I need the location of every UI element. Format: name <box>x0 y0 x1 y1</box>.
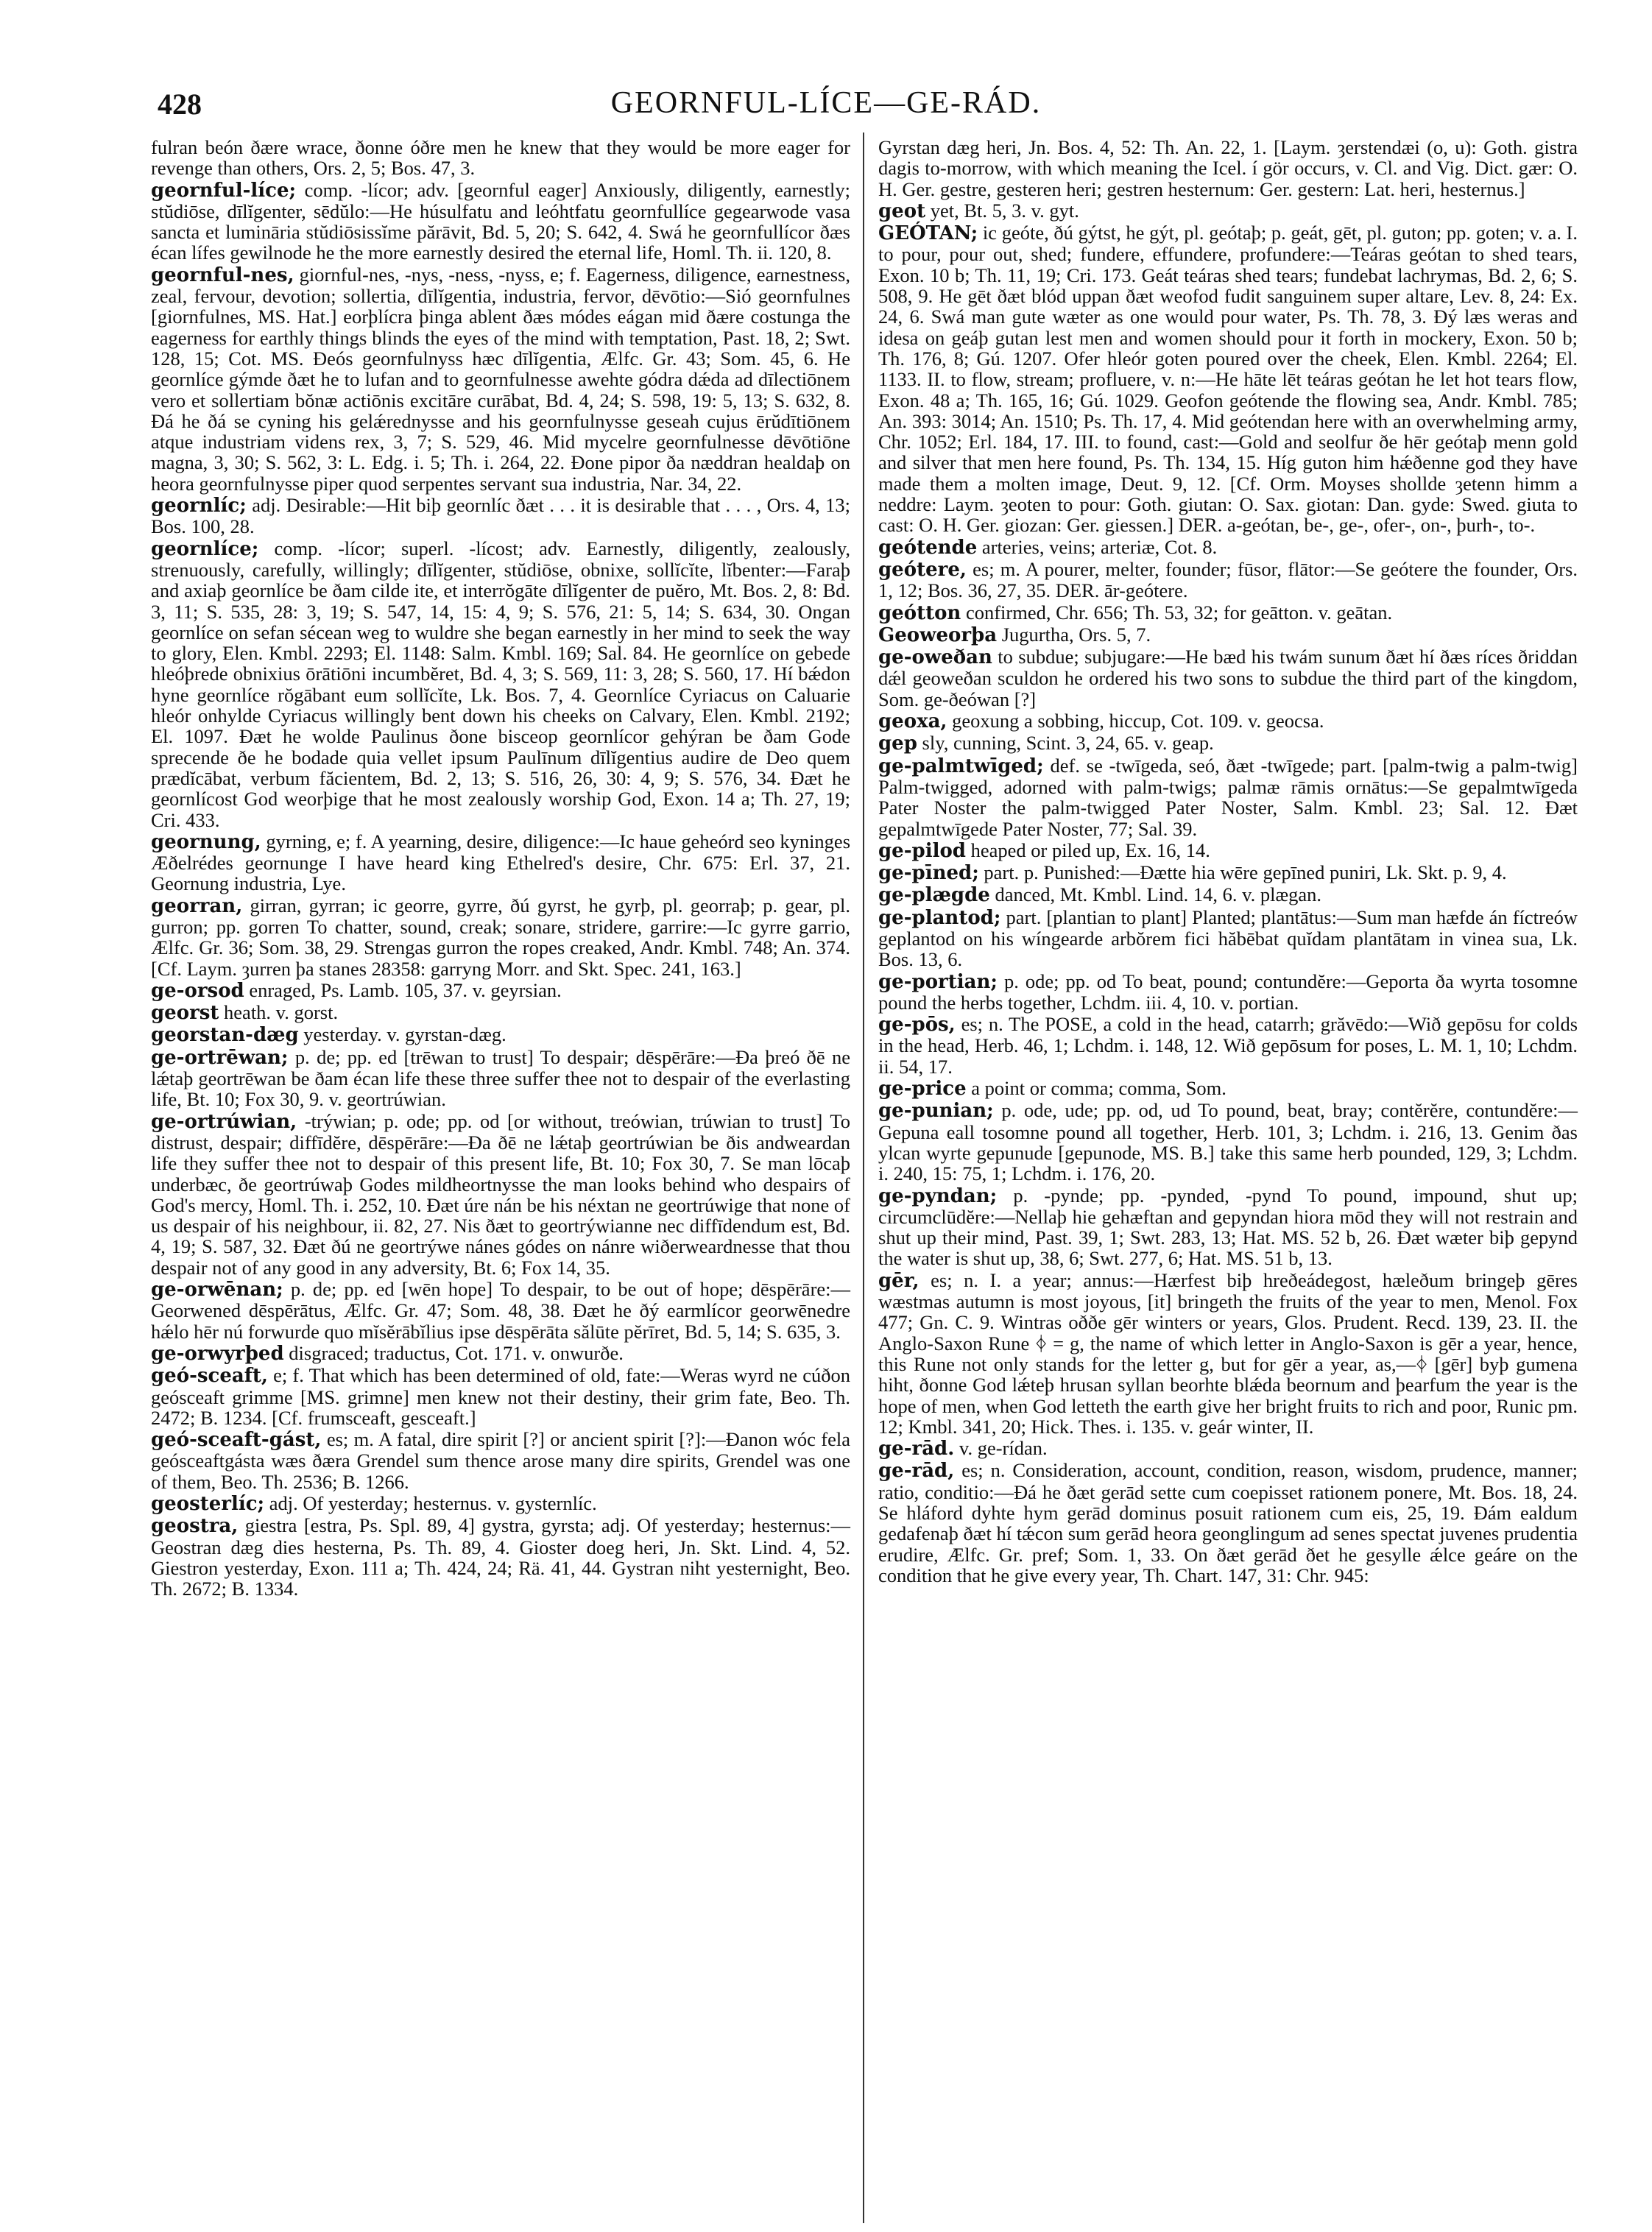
entry-headword: ge-pilod <box>878 839 966 862</box>
entry-headword: gēr, <box>878 1269 919 1292</box>
dictionary-entry <box>878 884 1578 905</box>
entry-definition: v. ge-rídan. <box>959 1437 1048 1460</box>
dictionary-entry <box>878 840 1578 861</box>
dictionary-entry <box>151 1365 850 1428</box>
entry-headword: ge-pīned; <box>878 862 979 885</box>
dictionary-entry <box>878 559 1578 601</box>
entry-headword: georran, <box>151 894 243 917</box>
entry-headword: geosterlíc; <box>151 1493 265 1515</box>
entry-headword: geornlíce; <box>151 537 259 560</box>
entry-definition: adj. Of yesterday; hesternus. v. gysternlíc. <box>269 1492 597 1514</box>
page-number: 428 <box>158 88 202 121</box>
entry-definition: def. se -twīgeda, seó, ðæt -twīgede; part. [palm-twig a palm-twig] Palm-twigged, adorned with palm-twigs; palmæ rāmis ornātus:—Se gepalmtwīgeda Pater Noster the palm-twigged Pater Noster, Salm. Kmbl. 23; Sal. 12. Ðæt gepalmtwīgede Pater Noster, 77; Sal. 39. <box>878 754 1578 840</box>
dictionary-entry <box>151 1024 850 1045</box>
entry-definition: p. de; pp. ed [wēn hope] To despair, to be out of hope; dēspērāre:—Georwened dēspērātus, Ælfc. Gr. 47; Som. 48, 38. Ðæt he ðý earmlícor georwēnedre hǽlo hēr nú forwurde quo mĭsĕrābĭlius ipse dēspērāta sălūte pĕrīret, Bd. 5, 14; S. 635, 3. <box>151 1278 851 1343</box>
entry-definition: heaped or piled up, Ex. 16, 14. <box>970 838 1210 861</box>
entry-headword: ge-orsod <box>151 979 244 1002</box>
entry-headword: geoxa, <box>878 710 947 733</box>
entry-definition: geoxung a sobbing, hiccup, Cot. 109. v. geocsa. <box>952 710 1324 732</box>
entry-headword: ge-punian; <box>878 1100 994 1123</box>
entry-definition: part. [plantian to plant] Planted; plantātus:—Sum man hæfde án fíctreów geplantod on his wíngearde arbŏrem fici hăbēbat quĭdam plantātam in vinea sua, Lk. Bos. 13, 6. <box>878 905 1578 971</box>
entry-headword: geornful-líce; <box>151 179 297 202</box>
entry-definition: comp. -lícor; superl. -lícost; adv. Earnestly, diligently, zealously, strenuously, carefully, willingly; dīlĭgenter, stŭdiōse, obnixe, sollĭcĭte, lĭbenter:—Faraþ and axiaþ geornlíce be ðam cilde ite, et interrŏgāte dīlĭgenter de puĕro, Mt. Bos. 2, 8: Bd. 3, 11; S. 535, 28: 3, 19; S. 547, 14, 15: 4, 9; S. 576, 21: 5, 14; S. 634, 30. Ongan geornlíce on sefan sécean weg to wuldre she began earnestly in her mind to seek the way to glory, Elen. Kmbl. 2293; El. 1148: Salm. Kmbl. 169; Sal. 84. He geornlíce on gebede hleóþrede obnixius ōrātiōni incumbĕret, Bd. 4, 3; S. 569, 11: 3, 28; S. 560, 17. Hí bǽdon hyne geornlíce rŏgābant eum sollĭcĭte, Lk. Bos. 7, 4. Geornlíce Cyriacus on Caluarie hleór onhylde Cyriacus willingly bent down his cheeks on Calvary, Elen. Kmbl. 2192; El. 1097. Ðæt he wolde Paulinus ðone bisceop geornlícor gehýran be ðam Gode sprecende ðe he bodade quia vellet ipsum Paulīnum dīlĭgentius audire de Deo quem prædĭcābat, verbum făcientem, Bd. 2, 13; S. 516, 26, 30: 4, 9; S. 576, 34. Ðæt he geornlícost God weorþige that he most zealously worship God, Exon. 14 a; Th. 27, 19; Cri. 433. <box>151 537 851 831</box>
entry-headword: georst <box>151 1002 219 1025</box>
entry-headword: ge-palmtwīged; <box>878 755 1044 777</box>
dictionary-entry <box>878 971 1578 1014</box>
entry-definition: e; f. That which has been determined of old, fate:—Weras wyrd ne cúðon geósceaft grimme [MS. grimne] men knew not their destiny, their grim fate, Beo. Th. 2472; B. 1234. [Cf. frumsceaft, gesceaft.] <box>151 1364 851 1429</box>
dictionary-entry <box>151 1429 850 1492</box>
dictionary-entry <box>151 1343 850 1364</box>
entry-definition: to subdue; subjugare:—He bæd his twám sunum ðæt hí ðæs ríces ðriddan dǽl geoweðan sculdon he ordered his two sons to subdue the third part of the kingdom, Som. ge-ðeówan [?] <box>878 646 1578 710</box>
entry-definition: p. ode, ude; pp. od, ud To pound, beat, bray; contĕrĕre, contundĕre:—Gepuna eall tosomne pound all together, Herb. 101, 3; Lchdm. i. 216, 13. Genim ðas ylcan wyrte gepunude [gepunode, MS. B.] take this same herb pounded, 129, 3; Lchdm. i. 240, 15: 75, 1; Lchdm. i. 176, 20. <box>878 1099 1578 1185</box>
entry-headword: ge-pyndan; <box>878 1184 998 1207</box>
dictionary-entry <box>878 1438 1578 1459</box>
dictionary-entry <box>151 264 850 494</box>
entry-headword: ge-orwēnan; <box>151 1279 283 1302</box>
entry-definition: es; m. A pourer, melter, founder; fūsor, flātor:—Se geótere the founder, Ors. 1, 12; Bos. 36, 27, 35. DER. ār-geótere. <box>878 557 1578 602</box>
dictionary-entry <box>878 602 1578 624</box>
entry-definition: p. ode; pp. od To beat, pound; contundĕre:—Geporta ða wyrta tosomne pound the herbs together, Lchdm. iii. 4, 10. v. portian. <box>878 970 1578 1014</box>
dictionary-entry <box>151 1493 850 1514</box>
entry-definition: p. -pynde; pp. -pynded, -pynd To pound, impound, shut up; circumclūdĕre:—Nellaþ hie gehæftan and gepyndan hiora mōd they will not restrain and shut up their mind, Past. 39, 1; Swt. 283, 13; Hat. MS. 52 b, 26. Ðæt wæter biþ gepynd the water is shut up, 38, 6; Swt. 277, 6; Hat. MS. 51 b, 13. <box>878 1184 1578 1270</box>
entry-headword: GEÓTAN; <box>878 222 978 245</box>
entry-headword: geornlíc; <box>151 495 247 518</box>
entry-definition: arteries, veins; arteriæ, Cot. 8. <box>981 535 1218 558</box>
column-divider <box>863 133 864 2223</box>
entry-definition: yet, Bt. 5, 3. v. gyt. <box>930 199 1079 222</box>
entry-definition: confirmed, Chr. 656; Th. 53, 32; for geātton. v. geātan. <box>965 601 1393 624</box>
dictionary-entry <box>878 537 1578 558</box>
dictionary-entry <box>151 1111 850 1278</box>
entry-definition: disgraced; traductus, Cot. 171. v. onwurðe. <box>289 1341 624 1364</box>
entry-definition: fulran beón ðære wrace, ðonne óðre men he knew that they would be more eager for revenge than others, Ors. 2, 5; Bos. 47, 3. <box>151 136 850 180</box>
entry-headword: ge-portian; <box>878 970 998 993</box>
dictionary-entry <box>878 1078 1578 1099</box>
dictionary-entry <box>151 1002 850 1023</box>
entry-definition: giestra [estra, Ps. Spl. 89, 4] gystra, gyrsta; adj. Of yesterday; hesternus:—Geostran dæg dies hesterna, Ps. Th. 89, 4. Gioster doeg heri, Jn. Skt. Lind. 4, 52. Giestron yesterday, Exon. 111 a; Th. 424, 24; Rä. 41, 44. Gystran niht yesternight, Beo. Th. 2672; B. 1334. <box>151 1514 850 1600</box>
entry-definition: enraged, Ps. Lamb. 105, 37. v. geyrsian. <box>249 978 562 1001</box>
entry-definition: p. de; pp. ed [trēwan to trust] To despair; dēspērāre:—Ða þreó ðē ne lǽtaþ geortrēwan be ðam écan life these three suffer thee not to despair of the everlasting life, Bt. 10; Fox 30, 9. v. geortrúwian. <box>151 1045 850 1111</box>
dictionary-entry <box>878 646 1578 710</box>
entry-headword: georstan-dæg <box>151 1024 299 1047</box>
entry-headword: ge-plægde <box>878 884 990 907</box>
entry-definition: Jugurtha, Ors. 5, 7. <box>1001 623 1151 646</box>
dictionary-entry <box>878 1014 1578 1077</box>
entry-definition: giornful-nes, -nys, -ness, -nyss, e; f. Eagerness, diligence, earnestness, zeal, fervour, devotion; sollertia, dīlĭgentia, industria, fervor, dēvōtio:—Sió geornfulnes [giornfulnes, MS. Hat.] eorþlícra þinga ablent ðæs módes eágan mid ðære costunga the eagerness for earthly things blinds the eyes of the mind with temptation, Past. 18, 2; Swt. 128, 15; Cot. MS. Ðeós geornfulnyss hæc dīlĭgentia, Ælfc. Gr. 43; Som. 45, 6. He geornlíce gýmde ðæt he to lufan and to geornfulnesse awehte gódra dǽda ad dīlectiōnem vero et sollertiam bŏnæ actiōnis excitāre curābat, Bd. 4, 24; S. 598, 19: 5, 13; S. 632, 8. Ðá he ðá se cyning his gelǽrednysse and his geornfulnysse geseah cujus ērŭdītiōnem atque industriam videns rex, 3, 7; S. 529, 46. Mid mycelre geornfulnesse dēvōtiōne magna, 3, 30; S. 562, 3: L. Edg. i. 5; Th. i. 264, 22. Ðone pipor ða næddran healdaþ on heora geornfulnysse piper quod serpentes servant sua industria, Nar. 34, 22. <box>151 263 850 495</box>
entry-headword: ge-rād, <box>878 1460 955 1483</box>
entry-definition: heath. v. gorst. <box>224 1001 339 1024</box>
dictionary-entry <box>878 1460 1578 1586</box>
entry-definition: -trýwian; p. ode; pp. od [or without, treówian, trúwian to trust] To distrust, despair; diffīdĕre, dēspērāre:—Ða ðē ne lǽtaþ geortrúwian be ðis andweardan life they suffer thee not to despair of this present life, Bt. 10; Fox 30, 7. Se man lōcaþ underbæc, ðe geortrúwaþ Godes mildheortnysse the man looks behind who despairs of God's mercy, Homl. Th. i. 252, 10. Ðæt úre nán be his néxtan ne geortrúwige that none of us despair of his neighbour, ii. 82, 27. Nis ðæt to geortrýwianne nec diffīdendum est, Bd. 4, 19; S. 587, 32. Ðæt ðú ne geortrýwe nánes gódes on nánre wiðerweardnesse that thou despair not of any good in any adversity, Bt. 6; Fox 14, 35. <box>151 1109 850 1279</box>
entry-headword: ge-ortrúwian, <box>151 1110 297 1133</box>
entry-headword: ge-plantod; <box>878 906 1001 929</box>
dictionary-entry <box>151 1047 850 1110</box>
column-right <box>878 137 1578 1586</box>
entry-headword: ge-oweðan <box>878 646 992 669</box>
dictionary-entry <box>878 710 1578 732</box>
entry-headword: geótton <box>878 601 961 624</box>
dictionary-entry <box>151 831 850 894</box>
entry-definition: a point or comma; comma, Som. <box>971 1077 1226 1100</box>
dictionary-entry <box>878 137 1578 199</box>
dictionary-entry <box>151 495 850 537</box>
entry-headword: gep <box>878 732 917 755</box>
entry-definition: es; n. The POSE, a cold in the head, catarrh; grăvēdo:—Wið gepōsu for colds in the head, Herb. 46, 1; Lchdm. i. 148, 12. Wið gepōsum for poses, L. M. 1, 10; Lchdm. ii. 54, 17. <box>878 1013 1578 1078</box>
dictionary-entry <box>151 180 850 264</box>
entry-definition: es; n. Consideration, account, condition, reason, wisdom, prudence, manner; ratio, conditio:—Ðá he ðæt gerād sette cum coepisset rationem ponere, Mt. Bos. 18, 24. Se hláford dyhte hym gerād dominus posuit rationem cum eis, 25, 19. Ðám ealdum gedafenaþ ðæt hí tǽcon sum gerād heora geonglingum ad senes spectat juvenes prudentia erudire, Ælfc. Gr. pref; Som. 1, 33. On ðæt gerād ðet he gesylle ǽlce geáre on the condition that he give every year, Th. Chart. 147, 31: Chr. 945: <box>878 1459 1578 1586</box>
entry-definition: es; n. I. a year; annus:—Hærfest biþ hreðeádegost, hæleðum bringeþ gēres wæstmas autumn is most joyous, [it] bringeth the fruits of the year to men, Menol. Fox 477; Gn. C. 9. Wintras oððe gēr winters or years, Glos. Prudent. Recd. 139, 23. II. the Anglo-Saxon Rune ᛄ = g, the name of which letter in Anglo-Saxon is gēr a year, hence, this Rune not only stands for the letter g, but for gēr a year, as,—ᛄ [gēr] byþ gumena hiht, ðonne God lǽteþ hrusan syllan beorhte blǽda beornum and þearfum the year is the hope of men, when God letteth the earth give her bright fruits to rich and poor, Runic pm. 12; Kmbl. 341, 20; Hick. Thes. i. 135. v. geár winter, II. <box>878 1268 1578 1438</box>
dictionary-entry <box>878 732 1578 754</box>
entry-definition: gyrning, e; f. A yearning, desire, diligence:—Ic haue geheórd seo kyninges Æðelrédes geornunge I have heard king Ethelred's desire, Chr. 675: Erl. 37, 21. Geornung industria, Lye. <box>151 830 851 895</box>
dictionary-entry <box>878 624 1578 646</box>
entry-headword: ge-ortrēwan; <box>151 1046 289 1069</box>
entry-definition: comp. -lícor; adv. [geornful eager] Anxiously, diligently, earnestly; stŭdiōse, dīlĭgenter, sēdŭlo:—He húsulfatu and leóhtfatu geornfullíce gegearwode vasa sancta et lumināria stŭdiōsissĭme părāvit, Bd. 5, 20; S. 642, 4. Swá he geornfullícor ðæs écan lífes gewilnode he the more earnestly desired the eternal life, Homl. Th. ii. 120, 8. <box>151 178 851 264</box>
column-left <box>151 137 850 1600</box>
entry-headword: ge-orwyrþed <box>151 1342 284 1365</box>
entry-definition: es; m. A fatal, dire spirit [?] or ancient spirit [?]:—Ðanon wóc fela geósceaftgásta wæs ðæra Grendel sum thence arose many dire spirits, Grendel was one of them, Beo. Th. 2536; B. 1266. <box>151 1428 850 1493</box>
dictionary-entry <box>151 980 850 1001</box>
dictionary-entry <box>878 200 1578 222</box>
entry-headword: geótende <box>878 536 978 559</box>
dictionary-entry <box>151 538 850 830</box>
entry-headword: geornful-nes, <box>151 264 294 286</box>
entry-definition: yesterday. v. gyrstan-dæg. <box>303 1023 506 1046</box>
dictionary-entry <box>878 222 1578 535</box>
dictionary-entry <box>878 1270 1578 1437</box>
entry-definition: girran, gyrran; ic georre, gyrre, ðú gyrst, he gyrþ, pl. georraþ; p. gear, pl. gurron; pp. gorren To chatter, sound, creak; sonare, stridere, garrire:—Ic gyrre garrio, Ælfc. Gr. 36; Som. 38, 29. Strengas gurron the ropes creaked, Andr. Kmbl. 748; An. 374. [Cf. Laym. ȝurren þa stanes 28358: garryng Morr. and Skt. Spec. 241, 163.] <box>151 894 850 980</box>
dictionary-entry <box>151 1515 850 1599</box>
entry-headword: Geoweorþa <box>878 624 998 646</box>
dictionary-entry <box>878 1100 1578 1184</box>
entry-definition: part. p. Punished:—Ðætte hia wēre gepīned puniri, Lk. Skt. p. 9, 4. <box>984 861 1507 884</box>
dictionary-entry <box>878 862 1578 883</box>
entry-definition: adj. Desirable:—Hit biþ geornlíc ðæt . . . it is desirable that . . . , Ors. 4, 13; Bos. 100, 28. <box>151 494 850 538</box>
dictionary-entry <box>151 895 850 979</box>
entry-headword: geostra, <box>151 1515 239 1538</box>
dictionary-entry <box>151 1279 850 1342</box>
dictionary-entry <box>878 907 1578 970</box>
entry-headword: ge-rād. <box>878 1438 955 1461</box>
dictionary-entry <box>878 1185 1578 1269</box>
dictionary-entry <box>878 755 1578 839</box>
entry-headword: geótere, <box>878 558 967 581</box>
entry-headword: geó-sceaft, <box>151 1365 268 1388</box>
entry-headword: ge-price <box>878 1078 967 1101</box>
entry-definition: ic geóte, ðú gýtst, he gýt, pl. geótaþ; p. geát, gēt, pl. guton; pp. goten; v. a. I. to pour, pour out, shed; fundere, effundere, profundere:—Teáras geótan to shed tears, Exon. 10 b; Th. 11, 19; Cri. 173. Geát teáras shed tears; fundebat lachrymas, Bd. 2, 6; S. 508, 9. He gēt ðæt blód uppan ðæt weofod fudit sanguinem super altare, Lev. 8, 24: Ex. 24, 6. Swá man gute wæter as one would pour water, Ps. Th. 78, 3. Ðý læs weras and idesa on geáþ gutan lest men and women should pour it forth in mockery, Exon. 50 b; Th. 176, 8; Gú. 1207. Ofer hleór goten poured over the cheek, Elen. Kmbl. 2264; El. 1133. II. to flow, stream; profluere, v. n:—He hāte lēt teáras geótan he let hot tears flow, Exon. 48 a; Th. 165, 16; Gú. 1029. Geofon geótende the flowing sea, Andr. Kmbl. 785; An. 393: 3014; An. 1510; Ps. Th. 17, 4. Mid geótendan here with an overwhelming army, Chr. 1052; Erl. 184, 17. III. to found, cast:—Gold and seolfur ðe hēr geótaþ menn gold and silver that men here found, Ps. Th. 134, 15. Híg guton him hǽðenne god they have made them a molten image, Deut. 9, 12. [Cf. Orm. Moyses shollde ȝetenn himm a neddre: Laym. ȝeoten to pour: Goth. giutan: O. Sax. giotan: Dan. gyde: Swed. giuta to cast: O. H. Ger. giozan: Ger. giessen.] DER. a-geótan, be-, ge-, ofer-, on-, þurh-, to-. <box>878 222 1578 537</box>
entry-definition: danced, Mt. Kmbl. Lind. 14, 6. v. plægan. <box>995 883 1322 906</box>
entry-headword: geot <box>878 199 926 222</box>
entry-definition: sly, cunning, Scint. 3, 24, 65. v. geap. <box>922 732 1214 755</box>
entry-headword: ge-pōs, <box>878 1014 956 1036</box>
entry-headword: geornung, <box>151 830 261 853</box>
entry-headword: geó-sceaft-gást, <box>151 1429 322 1452</box>
dictionary-entry <box>151 137 850 179</box>
running-head: GEORNFUL-LÍCE—GE-RÁD. <box>610 86 1042 120</box>
entry-definition: Gyrstan dæg heri, Jn. Bos. 4, 52: Th. An. 22, 1. [Laym. ȝerstendæi (o, u): Goth. gistra dagis to-morrow, with which meaning the Icel. í gör occurs, v. Cl. and Vig. Dict. gær: O. H. Ger. gestre, gesteren heri; gestren hesternum: Ger. gestern: Lat. heri, hesternus.] <box>878 136 1578 200</box>
